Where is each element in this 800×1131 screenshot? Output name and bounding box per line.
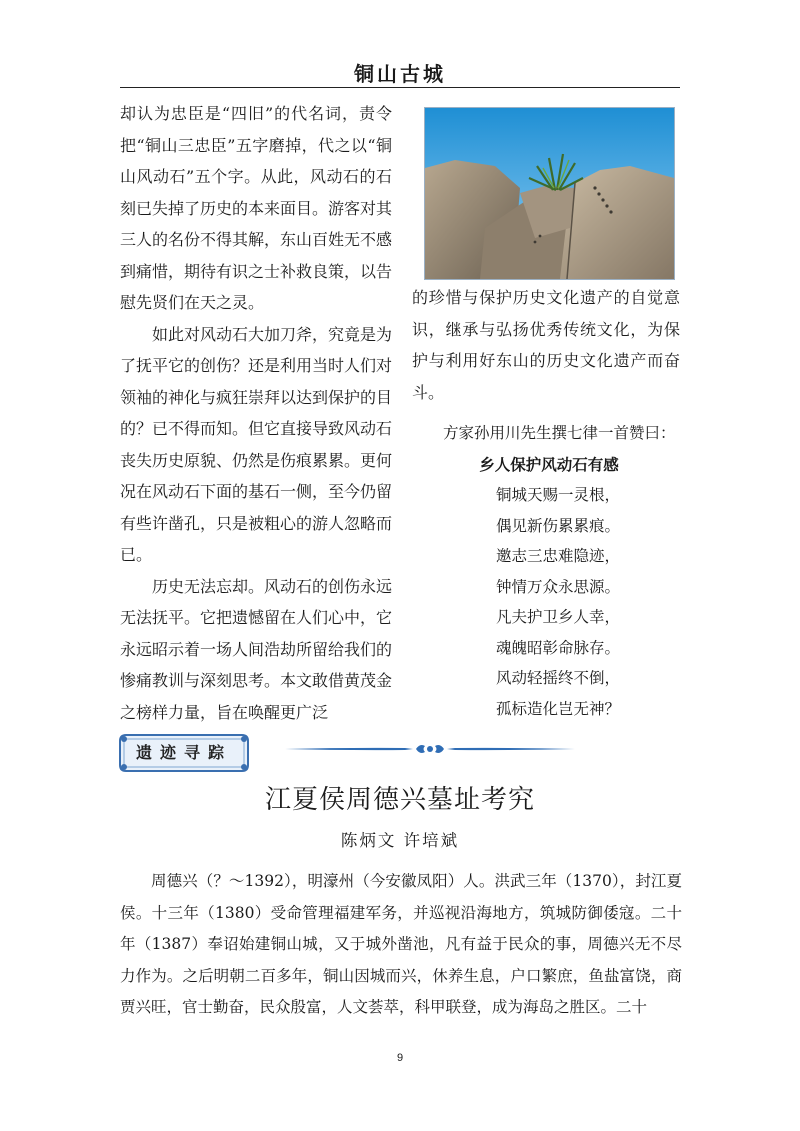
article-paragraph: 周德兴（？～1392），明濠州（今安徽凤阳）人。洪武三年（1370），封江夏侯。十三年（1380）受命管理福建军务，并巡视沿海地方，筑城防御倭寇。二十年（1387）奉诏始建铜山城，又于城外凿池，凡有益于民众的事，周德兴无不尽力作为。之后明朝二百多年，铜山因城而兴，休养生息，户口繁庶，鱼盐富饶，商贾兴旺，官士勤奋，民众殷富，人文荟萃，科甲联登，成为海岛之胜区。二十 [120, 872, 682, 1016]
left-paragraph-3: 历史无法忘却。风动石的创伤永远无法抚平。它把遗憾留在人们心中，它永远昭示着一场人间浩劫所留给我们的惨痛教训与深刻思考。本文敢借黄茂金之榜样力量，旨在唤醒更广泛 [120, 576, 393, 722]
left-paragraph-1: 却认为忠臣是“四旧”的代名词，责令把“铜山三忠臣”五字磨掉，代之以“铜山风动石”五个字。从此，风动石的石刻已失掉了历史的本来面目。游客对其三人的名份不得其解，东山百姓无不感到痛惜，期待有识之士补救良策，以告慰先贤们在天之灵。 [120, 104, 393, 312]
poem-line: 铜城天赐一灵根， [496, 486, 621, 504]
poem-line: 钟情万众永思源。 [496, 577, 621, 596]
poem-line: 邀志三忠难隐迹， [496, 547, 621, 565]
running-header: 铜山古城 [354, 62, 446, 86]
poem-intro: 方家孙用川先生撰七律一首赞曰： [443, 424, 676, 442]
left-column [120, 98, 392, 728]
page-number: 9 [396, 1052, 404, 1064]
section-tag-label: 遗迹寻踪 [135, 743, 232, 762]
article-body [120, 866, 682, 1024]
right-column [412, 282, 680, 724]
title-ornament [285, 741, 575, 755]
right-paragraph: 的珍惜与保护历史文化遗产的自觉意识，继承与弘扬优秀传统文化，为保护与利用好东山的历史文化遗产而奋斗。 [412, 288, 680, 402]
left-paragraph-2: 如此对风动石大加刀斧，究竟是为了抚平它的创伤？还是利用当时人们对领袖的神化与疯狂崇拜以达到保护的目的？已不得而知。但它直接导致风动石丧失历史原貌、仍然是伤痕累累。更何况在风动石下面的基石一侧，至今仍留有些许凿孔，只是被粗心的游人忽略而已。 [120, 324, 393, 564]
scroll-ornament-icon [285, 742, 575, 756]
poem-line: 偶见新伤累累痕。 [496, 516, 621, 535]
poem-title: 乡人保护风动石有感 [479, 455, 619, 474]
poem-line: 风动轻摇终不倒， [496, 669, 621, 687]
rock-photo-icon [425, 108, 674, 279]
section-tag [118, 731, 250, 775]
poem-line: 孤标造化岂无神？ [496, 699, 621, 718]
article-byline: 陈炳文 许培斌 [340, 831, 460, 850]
poem-line: 魂魄昭彰命脉存。 [496, 638, 621, 657]
article-title: 江夏侯周德兴墓址考究 [264, 785, 535, 815]
rock-photo [424, 107, 675, 280]
poem-line: 凡夫护卫乡人幸， [496, 608, 621, 626]
header-rule [120, 87, 680, 88]
